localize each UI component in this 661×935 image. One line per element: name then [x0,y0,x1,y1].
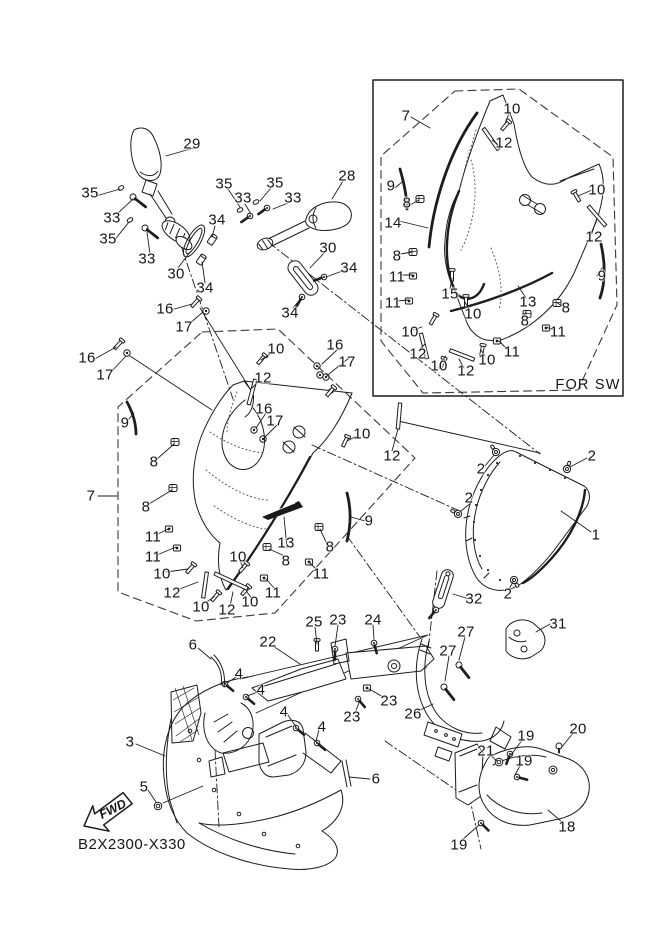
callout-9: 9 [364,512,374,530]
callout-11: 11 [144,528,162,546]
callout-26: 26 [404,705,422,723]
callout-28: 28 [338,167,356,185]
callout-35: 35 [99,230,117,248]
callout-8: 8 [325,538,335,556]
callout-10: 10 [229,548,247,566]
callout-10: 10 [241,593,259,611]
callout-8: 8 [141,498,151,516]
callout-2: 2 [476,460,486,478]
callout-15: 15 [441,285,459,303]
callout-33: 33 [103,209,121,227]
callout-11: 11 [384,294,402,312]
callout-8: 8 [392,247,402,265]
callout-35: 35 [266,174,284,192]
callout-16: 16 [326,336,344,354]
inset-cowl [400,95,607,370]
callout-17: 17 [338,353,356,371]
callout-29: 29 [183,135,201,153]
callout-10: 10 [192,598,210,616]
callout-11: 11 [503,343,521,361]
callout-10: 10 [267,340,285,358]
callout-12: 12 [254,369,272,387]
main-cowl [127,352,402,602]
callout-12: 12 [163,584,181,602]
callout-27: 27 [439,642,457,660]
callout-11: 11 [388,268,406,286]
callout-8: 8 [520,312,530,330]
callout-22: 22 [259,633,277,651]
callout-35: 35 [81,184,99,202]
callout-8: 8 [402,194,412,212]
callout-11: 11 [312,565,330,583]
callout-10: 10 [464,305,482,323]
callout-33: 33 [284,189,302,207]
callout-12: 12 [218,601,236,619]
callout-4: 4 [234,665,244,683]
washer-screw-sets [112,295,333,442]
callout-11: 11 [144,548,162,566]
callout-30: 30 [167,265,185,283]
callout-4: 4 [317,718,327,736]
callout-12: 12 [495,134,513,152]
mirror-right-stay [285,258,321,298]
callout-16: 16 [255,400,273,418]
callout-5: 5 [139,778,149,796]
mirror-right [236,199,351,308]
callout-12: 12 [457,362,475,380]
callout-4: 4 [256,681,266,699]
callout-23: 23 [380,692,398,710]
callout-10: 10 [430,357,448,375]
callout-8: 8 [149,453,159,471]
callout-25: 25 [305,613,323,631]
mirror-left [117,128,217,265]
callout-31: 31 [549,615,567,633]
callout-10: 10 [503,100,521,118]
callout-16: 16 [156,300,174,318]
callout-18: 18 [558,818,576,836]
callout-9: 9 [597,267,607,285]
callout-27: 27 [457,623,475,641]
callout-10: 10 [353,425,371,443]
callout-17: 17 [266,412,284,430]
callout-12: 12 [409,345,427,363]
callout-11: 11 [549,323,567,341]
callout-9: 9 [120,414,130,432]
callout-13: 13 [519,293,537,311]
for-sw-label: FOR SW [555,377,621,393]
callout-8: 8 [561,299,571,317]
callout-10: 10 [153,565,171,583]
inset-box [373,80,623,396]
callout-33: 33 [234,189,252,207]
fwd-arrow [78,789,139,840]
callout-19: 19 [515,752,533,770]
callout-12: 12 [383,447,401,465]
callout-1: 1 [591,526,601,544]
part-code: B2X2300-X330 [78,836,186,853]
callout-6: 6 [188,636,198,654]
callout-32: 32 [465,590,483,608]
callout-23: 23 [329,611,347,629]
callout-9: 9 [386,177,396,195]
callout-34: 34 [340,259,358,277]
callout-24: 24 [364,611,382,629]
callout-17: 17 [175,318,193,336]
windshield [449,443,589,590]
callout-10: 10 [588,181,606,199]
callout-7: 7 [401,107,411,125]
inset-dashed-outline [381,89,617,393]
callout-30: 30 [319,239,337,257]
callout-23: 23 [343,708,361,726]
callout-12: 12 [585,228,603,246]
callout-19: 19 [450,836,468,854]
callout-11: 11 [264,584,282,602]
stay-31 [506,620,545,659]
callout-10: 10 [401,323,419,341]
callout-14: 14 [384,214,402,232]
fwd-label: FWD [96,796,129,822]
callout-20: 20 [569,720,587,738]
callout-33: 33 [138,250,156,268]
callout-35: 35 [215,175,233,193]
callout-10: 10 [478,351,496,369]
callout-34: 34 [208,211,226,229]
callout-3: 3 [125,733,135,751]
callout-4: 4 [279,703,289,721]
callout-2: 2 [464,489,474,507]
callout-8: 8 [281,552,291,570]
callout-21: 21 [477,742,495,760]
callout-19: 19 [517,727,535,745]
callout-16: 16 [78,349,96,367]
callout-7: 7 [86,487,96,505]
callout-2: 2 [587,447,597,465]
callout-13: 13 [277,534,295,552]
callout-34: 34 [196,279,214,297]
callout-34: 34 [281,304,299,322]
callout-2: 2 [503,585,513,603]
callout-17: 17 [96,366,114,384]
callout-6: 6 [371,770,381,788]
lower-cover-18 [455,743,589,832]
